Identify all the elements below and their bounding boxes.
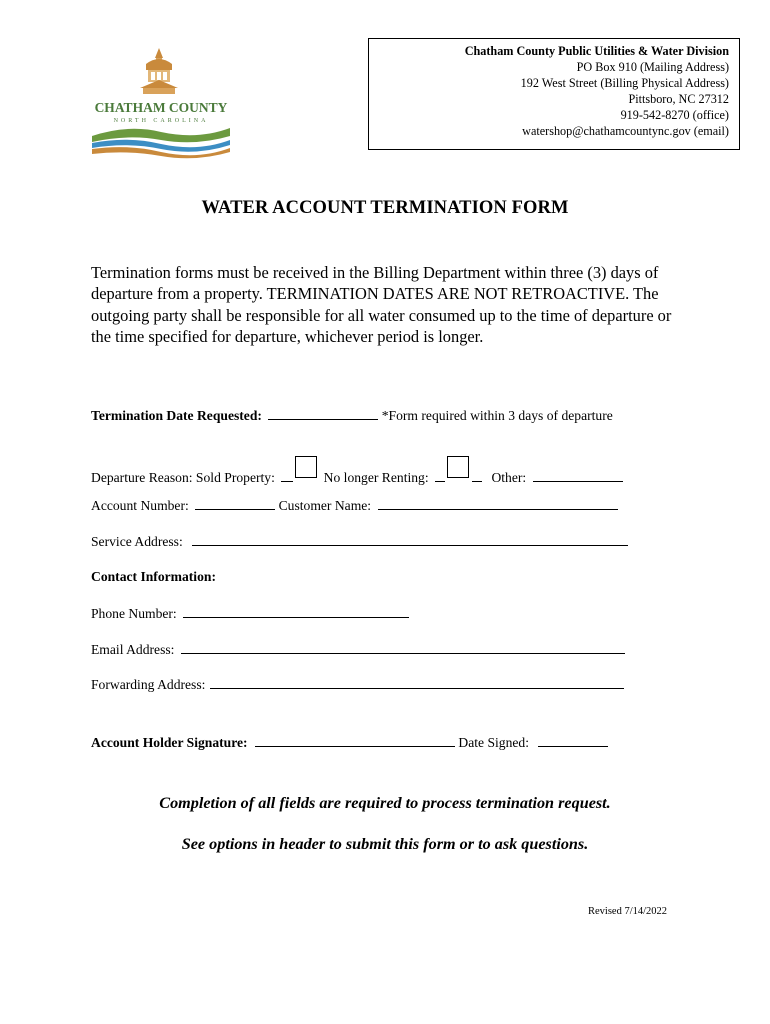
email-row bbox=[91, 641, 625, 658]
sold-property-checkbox[interactable] bbox=[295, 456, 317, 478]
signature-row bbox=[91, 734, 608, 751]
service-address-field[interactable] bbox=[192, 533, 628, 546]
email-label: Email Address: bbox=[91, 642, 175, 657]
office-phone: 919-542-8270 (office) bbox=[620, 108, 729, 123]
no-longer-renting-label: No longer Renting: bbox=[323, 470, 429, 485]
form-title: WATER ACCOUNT TERMINATION FORM bbox=[201, 198, 569, 218]
departure-reason-label: Departure Reason: Sold Property: bbox=[91, 470, 275, 485]
physical-address: 192 West Street (Billing Physical Address) bbox=[520, 76, 729, 91]
other-field[interactable] bbox=[533, 469, 623, 482]
see-options-note: See options in header to submit this form or to ask questions. bbox=[181, 835, 589, 853]
date-signed-field[interactable] bbox=[538, 734, 608, 747]
email-field[interactable] bbox=[181, 641, 625, 654]
customer-name-label: Customer Name: bbox=[278, 498, 372, 513]
service-address-row bbox=[91, 533, 628, 550]
termination-date-field[interactable] bbox=[268, 407, 378, 420]
chatham-county-logo bbox=[88, 44, 234, 162]
account-number-field[interactable] bbox=[195, 497, 275, 510]
courthouse-icon bbox=[140, 48, 178, 94]
svg-text:NORTH CAROLINA: NORTH CAROLINA bbox=[113, 118, 209, 124]
signature-label: Account Holder Signature: bbox=[91, 735, 248, 750]
forwarding-row bbox=[91, 676, 624, 693]
phone-field[interactable] bbox=[183, 605, 409, 618]
account-row bbox=[91, 497, 618, 514]
signature-field[interactable] bbox=[255, 734, 455, 747]
intro-paragraph: Termination forms must be received in the Billing Department within three (3) days of departure from a property. TERMINATION DATES ARE NOT RETROACTIVE. The outgoing party shall be responsible for all water consumed up to the time of departure or the time specified for departure, whichever period is longer. bbox=[91, 263, 672, 347]
city-state-zip: Pittsboro, NC 27312 bbox=[628, 92, 729, 107]
termination-note: *Form required within 3 days of departure bbox=[381, 408, 613, 423]
required-fields-note: Completion of all fields are required to process termination request. bbox=[159, 794, 611, 812]
phone-row bbox=[91, 605, 409, 622]
office-email: watershop@chathamcountync.gov (email) bbox=[522, 124, 729, 139]
svg-text:CHATHAM COUNTY: CHATHAM COUNTY bbox=[94, 100, 228, 115]
mailing-address: PO Box 910 (Mailing Address) bbox=[576, 60, 729, 75]
sold-property-underline bbox=[281, 469, 293, 482]
termination-date-label: Termination Date Requested: bbox=[91, 408, 262, 423]
no-longer-renting-checkbox[interactable] bbox=[447, 456, 469, 478]
revision-date: Revised 7/14/2022 bbox=[588, 906, 668, 917]
customer-name-field[interactable] bbox=[378, 497, 618, 510]
phone-label: Phone Number: bbox=[91, 606, 177, 621]
other-label: Other: bbox=[491, 470, 527, 485]
account-number-label: Account Number: bbox=[91, 498, 189, 513]
departure-reason-row bbox=[91, 462, 623, 486]
termination-date-row bbox=[91, 407, 613, 424]
date-signed-label: Date Signed: bbox=[458, 735, 530, 750]
service-address-label: Service Address: bbox=[91, 534, 183, 549]
contact-header-box bbox=[368, 38, 740, 150]
forwarding-field[interactable] bbox=[210, 676, 624, 689]
contact-info-heading: Contact Information: bbox=[91, 569, 216, 584]
forwarding-label: Forwarding Address: bbox=[91, 677, 206, 692]
renting-underline bbox=[435, 469, 445, 482]
renting-underline-after bbox=[472, 469, 482, 482]
org-name: Chatham County Public Utilities & Water Division bbox=[464, 44, 729, 58]
